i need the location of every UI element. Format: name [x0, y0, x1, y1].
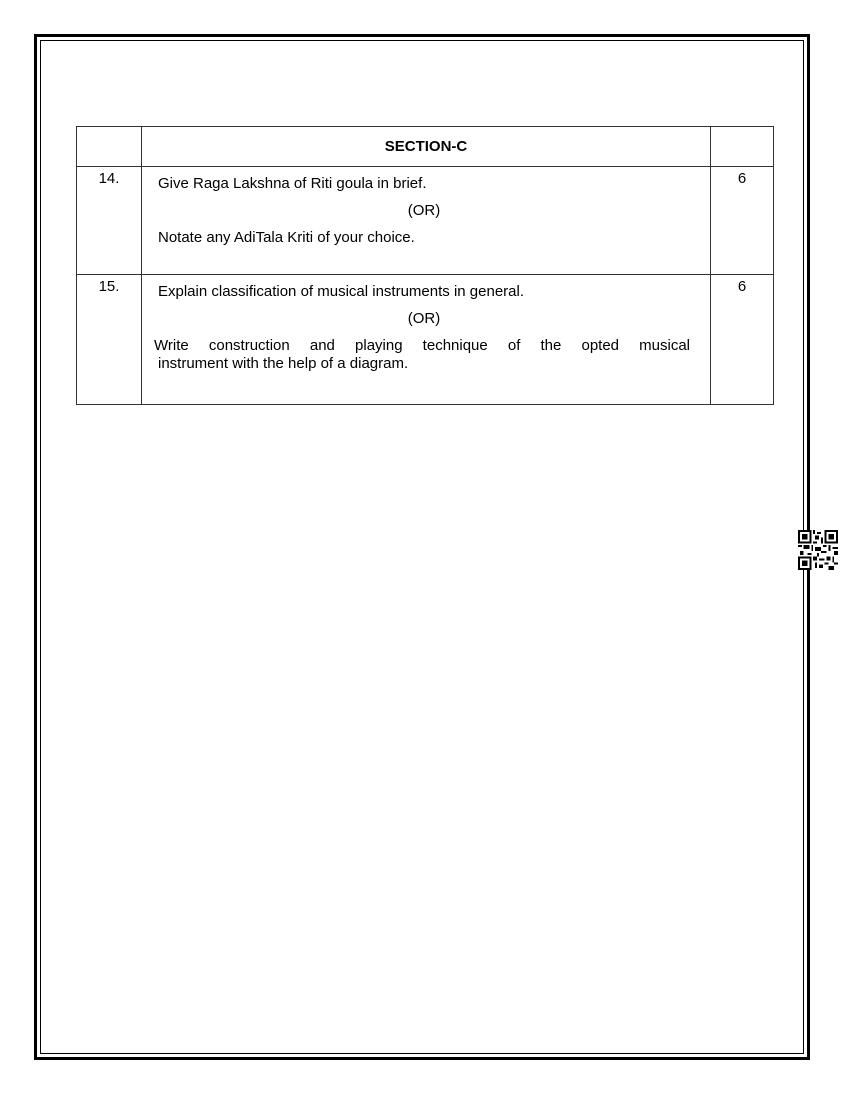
- question-number: 15.: [98, 278, 120, 295]
- question-number-cell: [77, 275, 142, 405]
- questions-table: [76, 126, 774, 405]
- question-marks: 6: [737, 278, 747, 295]
- header-empty-cell: [711, 127, 774, 167]
- question-text-cell: [142, 275, 711, 405]
- question-row-14: [77, 167, 774, 275]
- marks-cell: [711, 275, 774, 405]
- question-line: Explain classification of musical instruments in general.: [158, 283, 524, 300]
- section-title-cell: [142, 127, 711, 167]
- question-line: Give Raga Lakshna of Riti goula in brief.: [158, 175, 427, 192]
- or-separator: (OR): [407, 310, 441, 327]
- marks-cell: [711, 167, 774, 275]
- question-number-cell: [77, 167, 142, 275]
- header-empty-cell: [77, 127, 142, 167]
- question-marks: 6: [737, 170, 747, 187]
- question-line: Write construction and playing technique of the opted musical: [154, 337, 690, 354]
- question-line: instrument with the help of a diagram.: [158, 355, 409, 372]
- section-title: SECTION-C: [384, 138, 468, 155]
- qr-code-icon: [798, 530, 838, 570]
- or-separator: (OR): [407, 202, 441, 219]
- question-text-cell: [142, 167, 711, 275]
- question-row-15: [77, 275, 774, 405]
- question-line: Notate any AdiTala Kriti of your choice.: [158, 229, 415, 246]
- section-header-row: [77, 127, 774, 167]
- question-number: 14.: [98, 170, 120, 187]
